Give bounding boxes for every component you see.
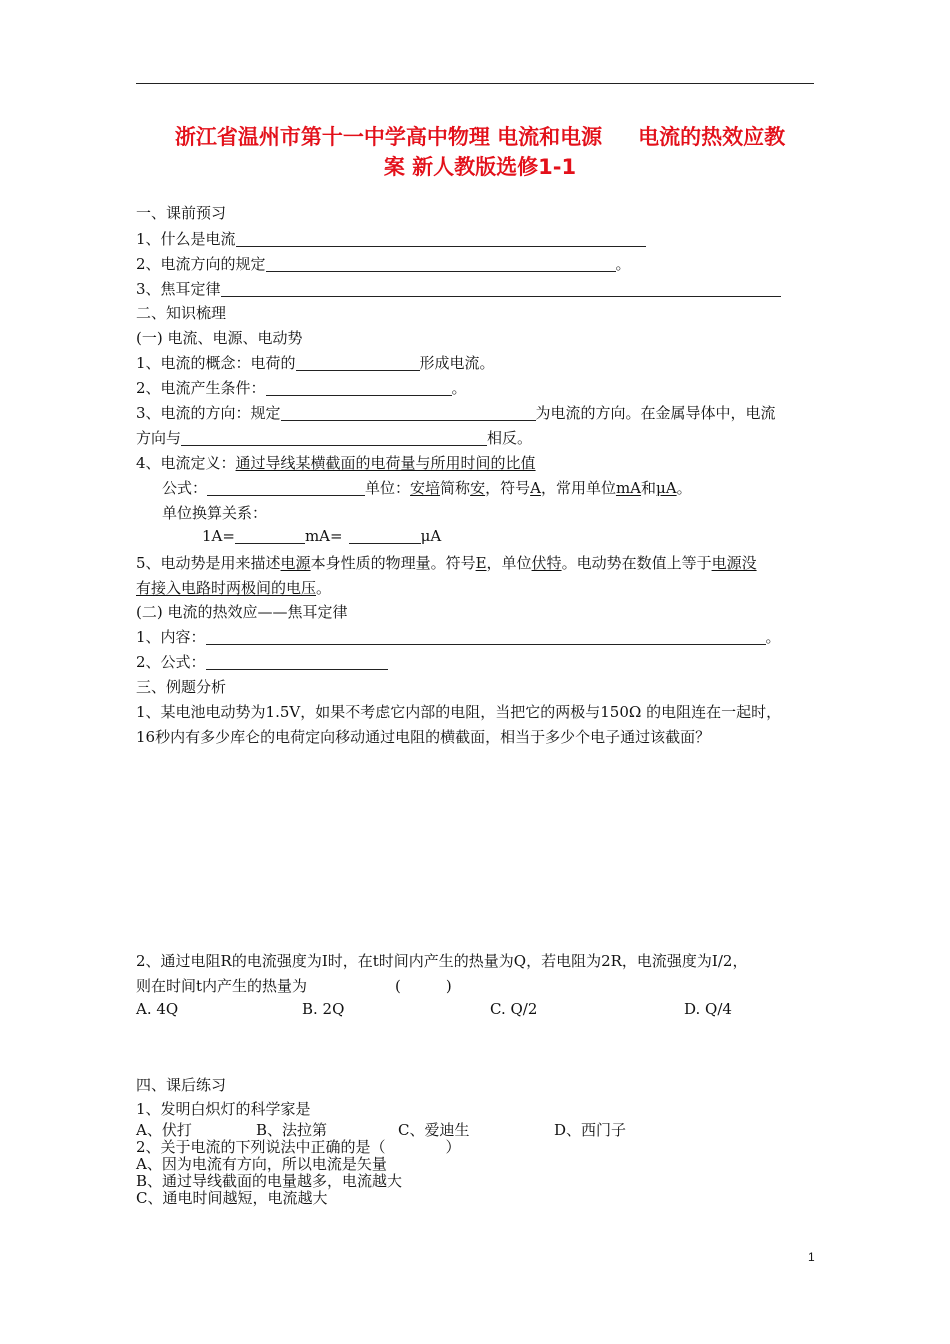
practice-1-option-d: D、西门子 — [554, 1121, 627, 1139]
item-1: 1、电流的概念：电荷的 形成电流。 — [136, 354, 495, 372]
practice-2-option-b: B、通过导线截面的电量越多，电流越大 — [136, 1172, 403, 1190]
example-2-option-a: A. 4Q — [136, 1000, 179, 1018]
section-3-heading: 三、例题分析 — [136, 678, 227, 696]
item-3: 3、电流的方向：规定 为电流的方向。在金属导体中，电流 — [136, 404, 776, 422]
example-2-line2: 则在时间t内产生的热量为 ( ) — [136, 977, 452, 995]
preview-q2: 2、电流方向的规定 。 — [136, 255, 631, 273]
answer-blank[interactable] — [206, 654, 388, 670]
section-4-heading: 四、课后练习 — [136, 1076, 227, 1094]
answer-blank[interactable] — [235, 528, 305, 544]
example-2-option-b: B. 2Q — [302, 1000, 345, 1018]
practice-1-option-b: B、法拉第 — [256, 1121, 328, 1139]
practice-1-option-c: C、爱迪生 — [398, 1121, 470, 1139]
item-5-cont: 有接入电路时两极间的电压。 — [136, 579, 332, 597]
example-2-line1: 2、通过电阻R的电流强度为I时，在t时间内产生的热量为Q，若电阻为2R，电流强度为I/2， — [136, 952, 748, 970]
answer-blank[interactable] — [207, 480, 365, 496]
practice-2-option-c: C、通电时间越短，电流越大 — [136, 1189, 328, 1207]
answer-blank[interactable] — [236, 231, 646, 247]
unit-conversion-line: 1A= mA= μA — [202, 527, 442, 545]
preview-q1: 1、什么是电流 — [136, 228, 646, 249]
answer-blank[interactable] — [181, 430, 487, 446]
practice-2: 2、关于电流的下列说法中正确的是（ ） — [136, 1138, 461, 1156]
answer-blank[interactable] — [296, 355, 420, 371]
practice-1-option-a: A、伏打 — [136, 1121, 192, 1139]
section-1-heading: 一、课前预习 — [136, 204, 227, 222]
formula-unit-line: 公式： 单位：安培简称安，符号A，常用单位mA和μA。 — [162, 479, 692, 497]
example-1-line2: 16秒内有多少库仑的电荷定向移动通过电阻的横截面，相当于多少个电子通过该截面？ — [136, 728, 711, 746]
answer-blank[interactable] — [221, 281, 781, 297]
example-2-option-d: D. Q/4 — [684, 1000, 732, 1018]
subsection-2-heading: (二) 电流的热效应——焦耳定律 — [136, 603, 348, 621]
document-title-line1: 浙江省温州市第十一中学高中物理 电流和电源 电流的热效应教 — [174, 125, 786, 149]
practice-2-option-a: A、因为电流有方向，所以电流是矢量 — [136, 1155, 387, 1173]
item-3-cont: 方向与 相反。 — [136, 429, 533, 447]
section-2-heading: 二、知识梳理 — [136, 304, 227, 322]
joule-formula: 2、公式： — [136, 651, 388, 672]
subsection-1-heading: (一) 电流、电源、电动势 — [136, 329, 303, 347]
preview-q3: 3、焦耳定律 — [136, 278, 781, 299]
answer-blank[interactable] — [206, 629, 766, 645]
header-rule — [136, 83, 814, 84]
practice-1: 1、发明白炽灯的科学家是 — [136, 1100, 311, 1118]
item-2: 2、电流产生条件： 。 — [136, 379, 467, 397]
answer-blank[interactable] — [266, 380, 452, 396]
example-2-option-c: C. Q/2 — [490, 1000, 538, 1018]
example-1-line1: 1、某电池电动势为1.5V，如果不考虑它内部的电阻，当把它的两极与150Ω 的电阻连在一起时， — [136, 703, 782, 721]
unit-conversion-label: 单位换算关系： — [162, 504, 268, 522]
answer-blank[interactable] — [266, 256, 616, 272]
page-number: 1 — [808, 1250, 815, 1264]
document-title-line2: 案 新人教版选修1-1 — [383, 155, 577, 179]
joule-content: 1、内容： 。 — [136, 628, 781, 646]
item-5: 5、电动势是用来描述电源本身性质的物理量。符号E，单位伏特。电动势在数值上等于电源没 — [136, 554, 757, 572]
answer-blank[interactable] — [281, 405, 536, 421]
answer-blank[interactable] — [349, 528, 421, 544]
item-4: 4、电流定义：通过导线某横截面的电荷量与所用时间的比值 — [136, 454, 536, 472]
